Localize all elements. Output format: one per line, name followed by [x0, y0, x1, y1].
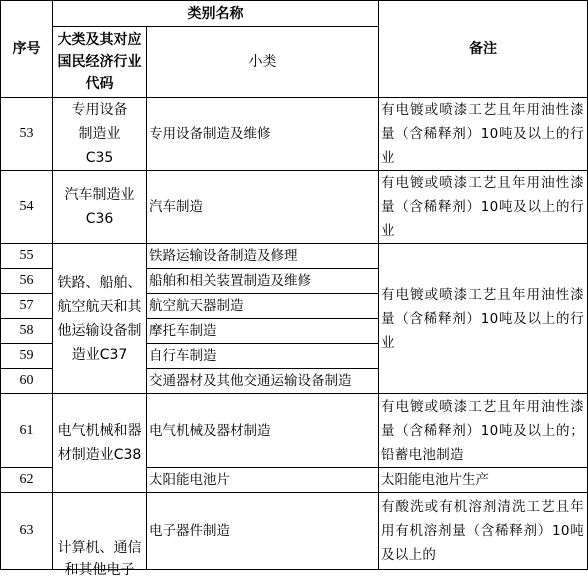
table-row: [1, 493, 588, 570]
row-seq: 63: [1, 493, 53, 570]
row-minor-category: 电气机械及器材制造: [147, 394, 379, 468]
row-seq: 59: [1, 344, 53, 369]
row-minor-category: 汽车制造: [147, 171, 379, 244]
row-seq: 56: [1, 269, 53, 294]
header-remark: 备注: [379, 1, 588, 98]
header-major-category: 大类及其对应国民经济行业代码: [53, 27, 147, 98]
row-minor-category: 交通器材及其他交通运输设备制造: [147, 369, 379, 394]
row-major-category: 计算机、通信和其他电子: [53, 493, 147, 570]
row-seq: 60: [1, 369, 53, 394]
row-seq: 55: [1, 244, 53, 269]
row-minor-category: 自行车制造: [147, 344, 379, 369]
row-seq: 61: [1, 394, 53, 468]
row-major-category: 专用设备制造业C35: [53, 98, 147, 171]
table-row: [1, 244, 588, 269]
row-minor-category: 航空航天器制造: [147, 294, 379, 319]
row-minor-category: 船舶和相关装置制造及维修: [147, 269, 379, 294]
row-remark: 有酸洗或有机溶剂清洗工艺且年用有机溶剂量（含稀释剂）10吨及以上的: [379, 493, 588, 570]
table-row: [1, 394, 588, 468]
row-seq: 54: [1, 171, 53, 244]
row-seq: 57: [1, 294, 53, 319]
row-minor-category: 电子器件制造: [147, 493, 379, 570]
row-remark: 太阳能电池片生产: [379, 468, 588, 493]
row-minor-category: 专用设备制造及维修: [147, 98, 379, 171]
row-major-category: 电气机械和器材制造业C38: [53, 394, 147, 493]
row-remark: 有电镀或喷漆工艺且年用油性漆量（含稀释剂）10吨及以上的行业: [379, 98, 588, 171]
row-remark: 有电镀或喷漆工艺且年用油性漆量（含稀释剂）10吨及以上的；铅蓄电池制造: [379, 394, 588, 468]
row-major-category: 铁路、船舶、航空航天和其他运输设备制造业C37: [53, 244, 147, 394]
row-minor-category: 太阳能电池片: [147, 468, 379, 493]
header-minor-category: 小类: [147, 27, 379, 98]
row-remark: 有电镀或喷漆工艺且年用油性漆量（含稀释剂）10吨及以上的行业: [379, 171, 588, 244]
row-minor-category: 摩托车制造: [147, 319, 379, 344]
row-minor-category: 铁路运输设备制造及修理: [147, 244, 379, 269]
header-seq: 序号: [1, 1, 53, 98]
row-seq: 58: [1, 319, 53, 344]
row-seq: 53: [1, 98, 53, 171]
header-category-name: 类别名称: [53, 1, 379, 27]
table-row: [1, 171, 588, 244]
table-row: [1, 98, 588, 171]
row-seq: 62: [1, 468, 53, 493]
row-major-category: 汽车制造业C36: [53, 171, 147, 244]
row-remark: 有电镀或喷漆工艺且年用油性漆量（含稀释剂）10吨及以上的行业: [379, 244, 588, 394]
